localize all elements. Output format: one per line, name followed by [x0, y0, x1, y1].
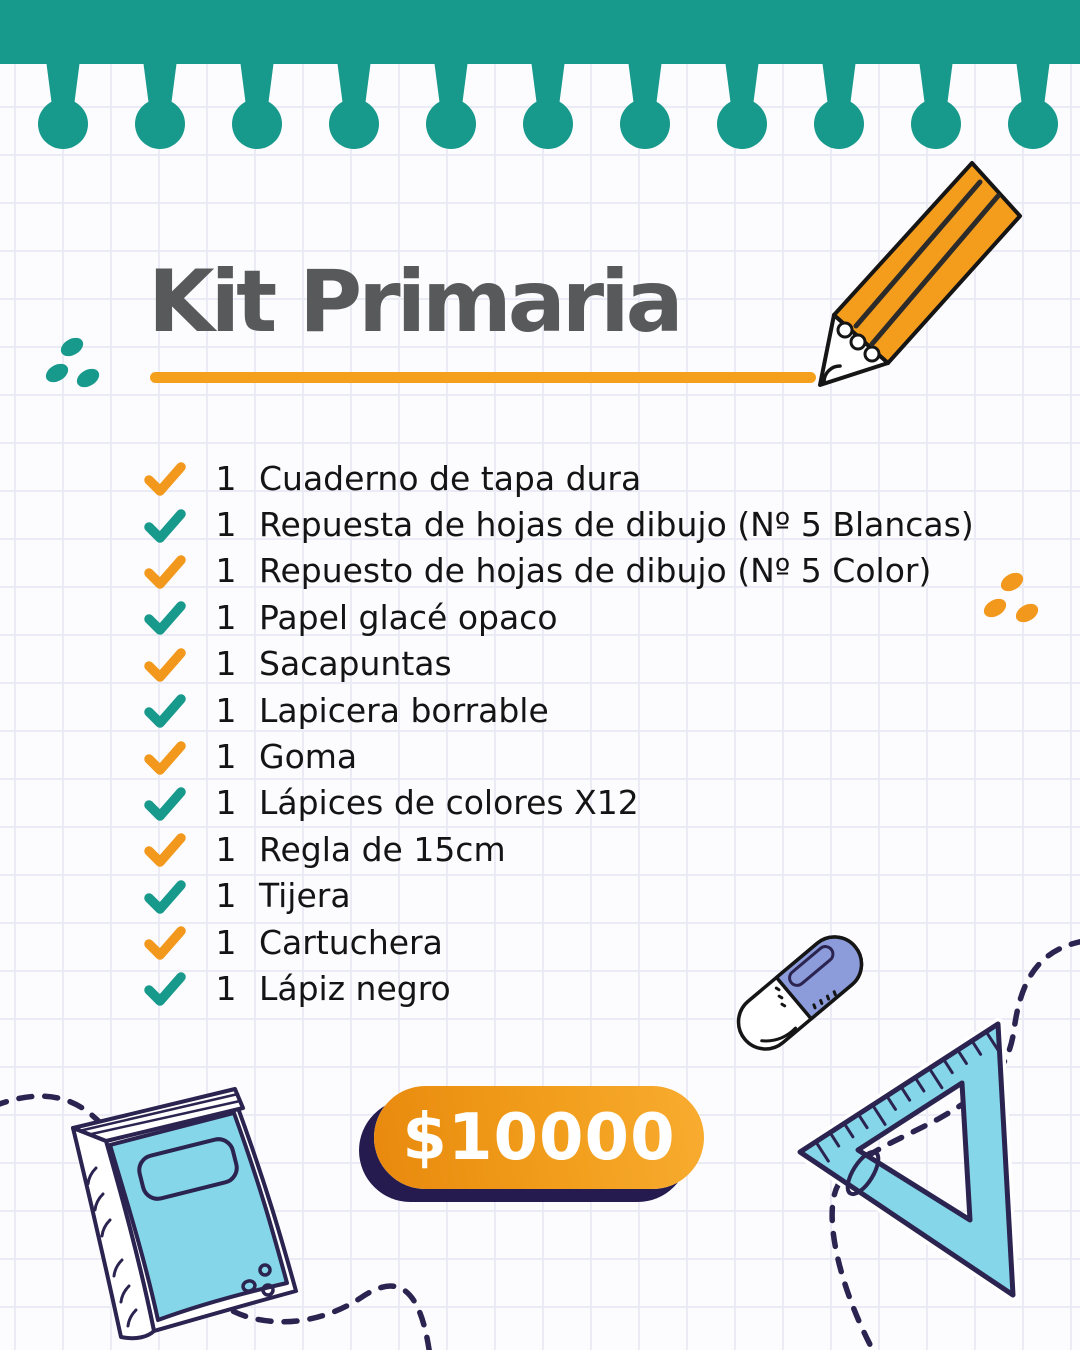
- item-label: Lápices de colores X12: [259, 783, 639, 823]
- checklist-item: [143, 687, 1043, 733]
- item-quantity: 1: [215, 458, 237, 498]
- checkmark-icon: [143, 970, 187, 1006]
- item-quantity: 1: [215, 690, 237, 730]
- item-quantity: 1: [215, 597, 237, 637]
- item-label: Repuesto de hojas de dibujo (Nº 5 Color): [259, 551, 932, 591]
- checklist: [143, 455, 1043, 1012]
- checkmark-icon: [143, 553, 187, 589]
- item-label: Tijera: [259, 876, 351, 916]
- checkmark-icon: [143, 646, 187, 682]
- pencil-illustration: [820, 163, 1020, 385]
- item-quantity: 1: [215, 551, 237, 591]
- checkmark-icon: [143, 460, 187, 496]
- item-label: Papel glacé opaco: [259, 597, 558, 637]
- checkmark-icon: [143, 831, 187, 867]
- dashed-line-bottom: [212, 1286, 430, 1350]
- checklist-item: [143, 733, 1043, 779]
- checklist-item: [143, 548, 1043, 594]
- checkmark-icon: [143, 878, 187, 914]
- item-label: Sacapuntas: [259, 644, 452, 684]
- checklist-item: [143, 641, 1043, 687]
- checkmark-icon: [143, 924, 187, 960]
- page-title: Kit Primaria: [148, 252, 680, 352]
- item-quantity: 1: [215, 922, 237, 962]
- checklist-item: [143, 919, 1043, 965]
- checklist-item: [143, 780, 1043, 826]
- checklist-item: [143, 455, 1043, 501]
- teal-dots-decoration: [43, 334, 103, 391]
- item-label: Regla de 15cm: [259, 829, 506, 869]
- item-quantity: 1: [215, 644, 237, 684]
- set-square-illustration: [800, 1024, 1013, 1295]
- item-quantity: 1: [215, 505, 237, 545]
- checklist-item: [143, 826, 1043, 872]
- item-quantity: 1: [215, 968, 237, 1008]
- checkmark-icon: [143, 739, 187, 775]
- item-quantity: 1: [215, 737, 237, 777]
- title-underline: [150, 372, 816, 383]
- price-text: $10000: [402, 1100, 676, 1175]
- checklist-item: [143, 873, 1043, 919]
- checklist-item: [143, 594, 1043, 640]
- item-label: Lápiz negro: [259, 968, 451, 1008]
- checklist-item: [143, 501, 1043, 547]
- notebook-illustration: [73, 1089, 296, 1338]
- item-label: Lapicera borrable: [259, 690, 549, 730]
- item-label: Cuaderno de tapa dura: [259, 458, 642, 498]
- torn-edge-fringe: [0, 0, 1080, 149]
- checkmark-icon: [143, 785, 187, 821]
- item-label: Cartuchera: [259, 922, 443, 962]
- item-label: Repuesta de hojas de dibujo (Nº 5 Blancas): [259, 505, 974, 545]
- checkmark-icon: [143, 692, 187, 728]
- item-quantity: 1: [215, 876, 237, 916]
- checkmark-icon: [143, 507, 187, 543]
- ruler-ticks: [817, 1034, 998, 1161]
- price-badge: [374, 1086, 704, 1189]
- dashed-line-left: [0, 1096, 110, 1134]
- item-quantity: 1: [215, 783, 237, 823]
- item-quantity: 1: [215, 829, 237, 869]
- checklist-item: [143, 965, 1043, 1011]
- item-label: Goma: [259, 737, 358, 777]
- checkmark-icon: [143, 599, 187, 635]
